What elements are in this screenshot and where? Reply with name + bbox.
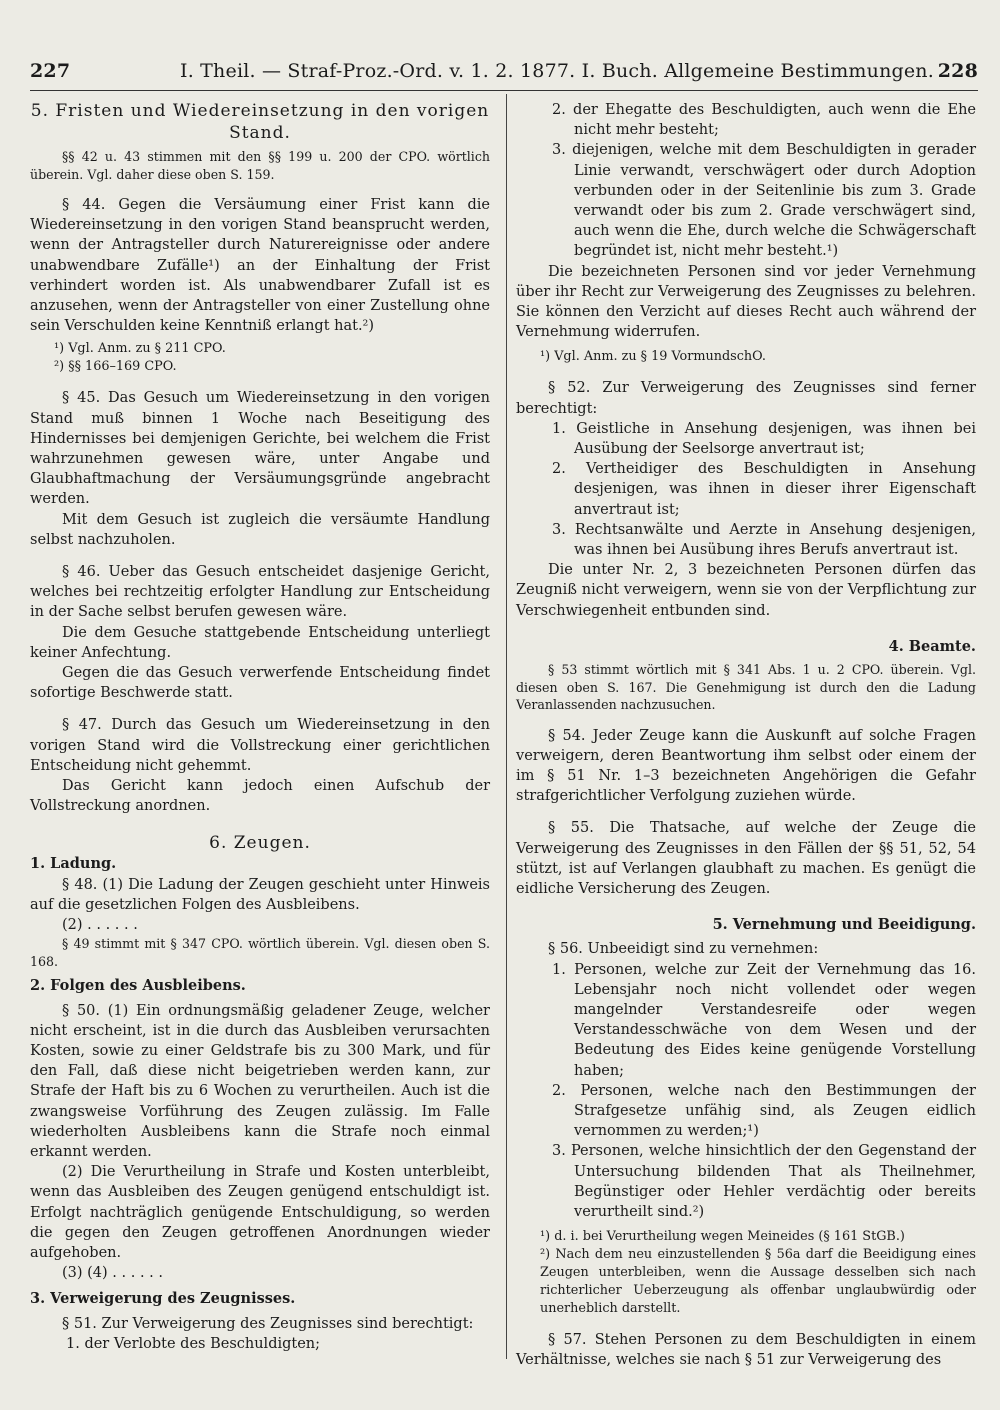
subheading-ladung: 1. Ladung.: [30, 855, 117, 873]
left-column: [30, 100, 490, 1354]
paragraph-52-item-1: 1. Geistliche in Ansehung desjenigen, was ihnen bei Ausübung der Seelsorge anvertraut ist;: [552, 420, 976, 458]
paragraph-57: § 57. Stehen Personen zu dem Beschuldigten in einem Verhältnisse, welches sie nach § 51 zur Verweigerung des: [516, 1332, 976, 1369]
paragraph-52-item-3: 3. Rechtsanwälte und Aerzte in Ansehung desjenigen, was ihnen bei Ausübung ihres Berufs anvertraut ist.: [552, 521, 976, 559]
paragraph-45: § 45. Das Gesuch um Wiedereinsetzung in den vorigen Stand muß binnen 1 Woche nach Beseitigung des Hindernisses bei demjenigen Gerichte, bei welchem die Frist wahrzunehmen gewesen wäre, unter Angabe und Glaubhaftmachung der Versäumungsgründe angebracht werden.: [30, 390, 490, 508]
paragraph-50: § 50. (1) Ein ordnungsmäßig geladener Zeuge, welcher nicht erscheint, ist in die durch das Ausbleiben verursachten Kosten, sowie zu einer Geldstrafe bis zu 300 Mark, und für den Fall, daß diese nicht beigetrieben werden kann, zur Strafe der Haft bis zu 6 Wochen zu verurtheilen. Auch ist die zwangsweise Vorführung des Zeugen zulässig. Im Falle wiederholten Ausbleibens kann die Strafe noch einmal erkannt werden.: [30, 1002, 490, 1160]
paragraph-46: § 46. Ueber das Gesuch entscheidet dasjenige Gericht, welches bei rechtzeitig erfolgter Handlung zur Entscheidung in der Sache selbst berufen gewesen wäre.: [30, 564, 490, 621]
paragraph-48-2: (2) . . . . . .: [62, 917, 138, 934]
paragraph-56-item-2: 2. Personen, welche nach den Bestimmungen der Strafgesetze unfähig sind, als Zeugen eidlich vernommen zu werden;¹): [552, 1082, 976, 1140]
paragraph-51-item-2: 2. der Ehegatte des Beschuldigten, auch wenn die Ehe nicht mehr besteht;: [552, 102, 976, 139]
paragraph-44: § 44. Gegen die Versäumung einer Frist kann die Wiedereinsetzung in den vorigen Stand beansprucht werden, wenn der Antragsteller durch Naturereignisse oder andere unabwendbare Zufälle¹) an der Einhaltung der Frist verhindert worden ist. Als unabwendbarer Zufall ist es anzusehen, wenn der Antragsteller von einer Zustellung ohne sein Verschulden keine Kenntniß erlangt hat.²): [30, 197, 490, 335]
paragraph-56: § 56. Unbeeidigt sind zu vernehmen:: [548, 941, 819, 958]
right-column: [516, 100, 976, 1371]
subheading-folgen: 2. Folgen des Ausbleibens.: [30, 977, 246, 995]
page-number-right: 228: [937, 60, 978, 82]
paragraph-48: § 48. (1) Die Ladung der Zeugen geschieht unter Hinweis auf die gesetzlichen Folgen des Ausbleibens.: [30, 876, 490, 913]
header-title: I. Theil. — Straf-Proz.-Ord. v. 1. 2. 1877. I. Buch. Allgemeine Bestimmungen.: [180, 60, 934, 82]
footnote-44-2: ²) §§ 166–169 CPO.: [54, 359, 177, 375]
paragraph-47: § 47. Durch das Gesuch um Wiedereinsetzung in den vorigen Stand wird die Vollstreckung einer gerichtlichen Entscheidung nicht gehemmt.: [30, 717, 490, 774]
paragraph-51b: Die bezeichneten Personen sind vor jeder Vernehmung über ihr Recht zur Verweigerung des Zeugnisses zu belehren. Sie können den Verzicht auf dieses Recht auch während der Vernehmung widerrufen.: [516, 263, 976, 341]
paragraph-51-item-1: 1. der Verlobte des Beschuldigten;: [66, 1335, 321, 1352]
section-heading-6: 6. Zeugen.: [209, 833, 311, 854]
paragraph-49: § 49 stimmt mit § 347 CPO. wörtlich überein. Vgl. diesen oben S. 168.: [30, 936, 490, 969]
paragraph-52-item-2: 2. Vertheidiger des Beschuldigten in Ansehung desjenigen, was ihnen in dieser ihrer Eigenschaft anvertraut ist;: [552, 461, 976, 518]
running-header: [30, 60, 978, 88]
paragraph-52: § 52. Zur Verweigerung des Zeugnisses sind ferner berechtigt:: [516, 380, 976, 417]
paragraph-45b: Mit dem Gesuch ist zugleich die versäumte Handlung selbst nachzuholen.: [30, 511, 490, 548]
subheading-vernehmung: 5. Vernehmung und Beeidigung.: [712, 916, 976, 934]
paragraph-56-item-3: 3. Personen, welche hinsichtlich der den Gegenstand der Untersuchung bildenden That als Theilnehmer, Begünstiger oder Hehler verdächtig oder bereits verurtheilt sind.²): [552, 1143, 976, 1221]
paragraph-52b: Die unter Nr. 2, 3 bezeichneten Personen dürfen das Zeugniß nicht verweigern, wenn sie von der Verpflichtung zur Verschwiegenheit entbunden sind.: [516, 562, 976, 619]
footnote-44-1: ¹) Vgl. Anm. zu § 211 CPO.: [54, 341, 226, 357]
header-rule: [30, 90, 978, 91]
subheading-beamte: 4. Beamte.: [888, 637, 976, 655]
paragraph-51-item-3: 3. diejenigen, welche mit dem Beschuldigten in gerader Linie verwandt, verschwägert oder durch Adoption verbunden oder in der Seitenlinie bis zum 3. Grade verwandt oder bis zum 2. Grade verschwägert sind, auch wenn die Ehe, durch welche die Schwägerschaft begründet ist, nicht mehr besteht.¹): [552, 142, 976, 260]
page-number-left: 227: [30, 60, 71, 82]
paragraph-50-3-4: (3) (4) . . . . . .: [62, 1265, 163, 1282]
section-heading-5: 5. Fristen und Wiedereinsetzung in den vorigen Stand.: [30, 101, 490, 143]
footnote-51: ¹) Vgl. Anm. zu § 19 VormundschO.: [540, 349, 766, 365]
footnote-56-1: ¹) d. i. bei Verurtheilung wegen Meineides (§ 161 StGB.): [540, 1229, 905, 1245]
subheading-verweigerung: 3. Verweigerung des Zeugnisses.: [30, 1290, 296, 1308]
paragraph-51: § 51. Zur Verweigerung des Zeugnisses sind berechtigt:: [62, 1315, 474, 1332]
paragraph-42: §§ 42 u. 43 stimmen mit den §§ 199 u. 200 der CPO. wörtlich überein. Vgl. daher diese oben S. 159.: [30, 149, 490, 182]
paragraph-55: § 55. Die Thatsache, auf welche der Zeuge die Verweigerung des Zeugnisses in den Fällen der §§ 51, 52, 54 stützt, ist auf Verlangen glaubhaft zu machen. Es genügt die eidliche Versicherung des Zeugen.: [516, 820, 976, 897]
paragraph-56-item-1: 1. Personen, welche zur Zeit der Vernehmung das 16. Lebensjahr noch nicht vollendet oder wegen mangelnder Verstandesreife oder wegen Verstandesschwäche von dem Wesen und der Bedeutung des Eides keine genügende Vorstellung haben;: [552, 961, 976, 1079]
paragraph-47b: Das Gericht kann jedoch einen Aufschub der Vollstreckung anordnen.: [30, 778, 490, 815]
paragraph-53: § 53 stimmt wörtlich mit § 341 Abs. 1 u. 2 CPO. überein. Vgl. diesen oben S. 167. Die Genehmigung ist durch den die Ladung Veranlassenden nachzusuchen.: [516, 662, 976, 713]
column-divider: [506, 94, 507, 1359]
paragraph-46c: Gegen die das Gesuch verwerfende Entscheidung findet sofortige Beschwerde statt.: [30, 665, 490, 702]
footnote-56-2: ²) Nach dem neu einzustellenden § 56a darf die Beeidigung eines Zeugen unterbleiben, wenn die Aussage desselben sich nach richterlicher Ueberzeugung als offenbar unglaubwürdig oder unerheblich darstellt.: [540, 1247, 976, 1317]
paragraph-46b: Die dem Gesuche stattgebende Entscheidung unterliegt keiner Anfechtung.: [30, 624, 490, 661]
paragraph-50-2: (2) Die Verurtheilung in Strafe und Kosten unterbleibt, wenn das Ausbleiben des Zeugen genügend entschuldigt ist. Erfolgt nachträglich genügende Entschuldigung, so werden die gegen den Zeugen getroffenen Anordnungen wieder aufgehoben.: [30, 1164, 490, 1261]
paragraph-54: § 54. Jeder Zeuge kann die Auskunft auf solche Fragen verweigern, deren Beantwortung ihm selbst oder einem der im § 51 Nr. 1–3 bezeichneten Angehörigen die Gefahr strafgerichtlicher Verfolgung zuziehen würde.: [516, 727, 976, 805]
